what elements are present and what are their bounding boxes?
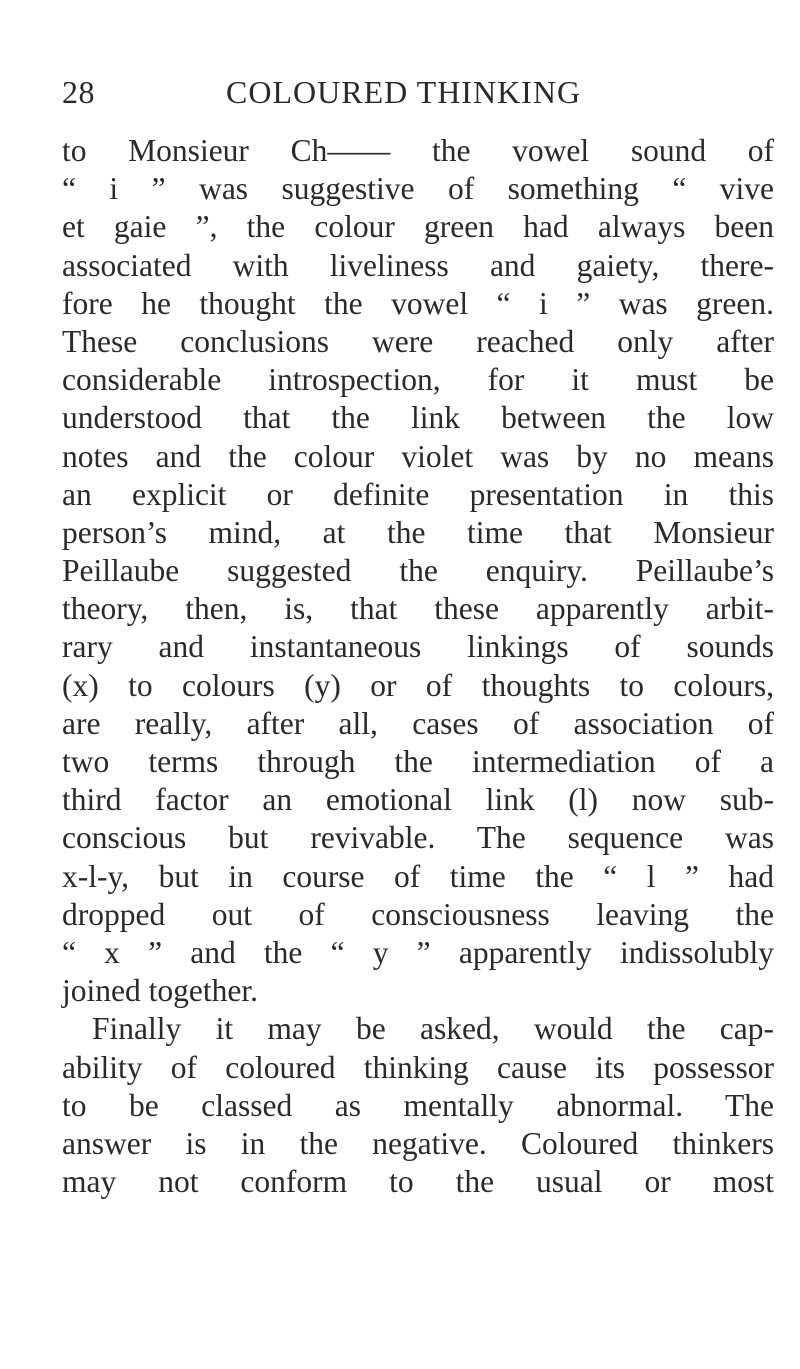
text-line: notes and the colour violet was by no means [62,438,774,474]
text-line: joined together. [62,973,258,1009]
text-line: third factor an emotional link (l) now sub- [62,782,774,818]
page-number: 28 [62,74,95,110]
text-line: understood that the link between the low [62,400,774,436]
text-line: are really, after all, cases of association of [62,705,774,741]
text-line: to be classed as mentally abnormal. The [62,1087,774,1123]
text-line: (x) to colours (y) or of thoughts to colours, [62,667,774,703]
running-title: COLOURED THINKING [226,74,582,110]
text-line: an explicit or definite presentation in this [62,476,774,512]
text-line: et gaie ”, the colour green had always been [62,209,774,245]
text-line: Finally it may be asked, would the cap- [92,1011,774,1047]
text-line: These conclusions were reached only after [62,323,774,359]
text-line: person’s mind, at the time that Monsieur [62,514,774,550]
text-line: “ x ” and the “ y ” apparently indissolubly [62,934,774,970]
text-line: “ i ” was suggestive of something “ vive [62,171,774,207]
text-line: answer is in the negative. Coloured thinkers [62,1125,774,1161]
text-line: considerable introspection, for it must be [62,362,774,398]
text-line: to Monsieur Ch—— the vowel sound of [62,133,774,168]
body-text [62,132,774,1201]
text-line: conscious but revivable. The sequence was [62,820,774,856]
text-line: rary and instantaneous linkings of sounds [62,629,774,665]
text-line: theory, then, is, that these apparently arbit- [62,591,774,627]
text-line: may not conform to the usual or most [62,1164,774,1200]
text-line: x-l-y, but in course of time the “ l ” had [62,858,774,894]
text-line: ability of coloured thinking cause its possessor [62,1049,774,1085]
text-line: associated with liveliness and gaiety, there- [62,247,774,283]
text-line: dropped out of consciousness leaving the [62,896,774,932]
text-line: two terms through the intermediation of a [62,744,774,779]
text-line: Peillaube suggested the enquiry. Peillaube’s [62,553,774,589]
page-header [62,74,772,118]
text-line: fore he thought the vowel “ i ” was green. [62,285,774,321]
